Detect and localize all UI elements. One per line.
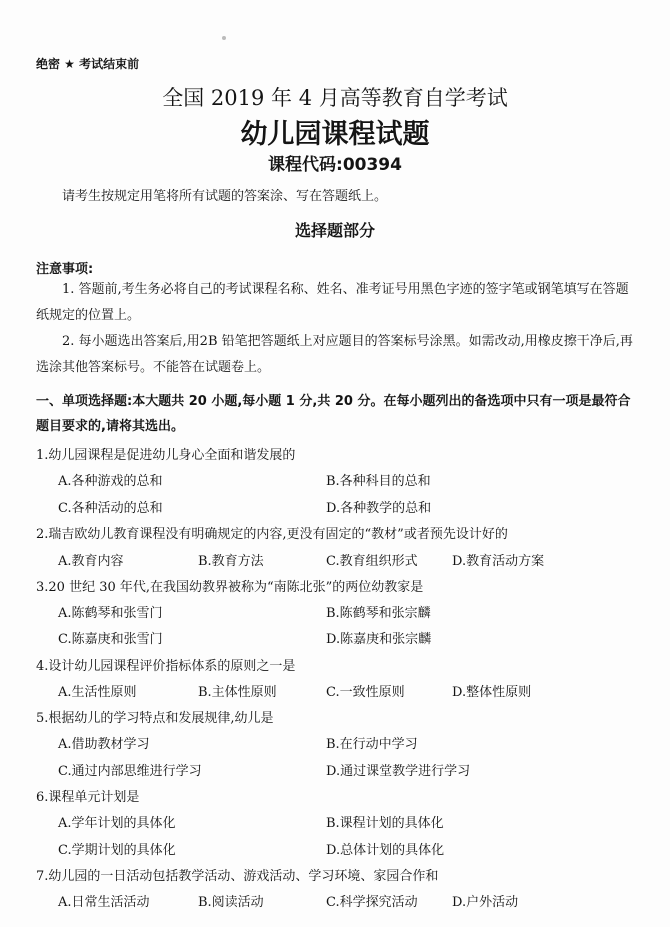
note-item-2 <box>36 329 636 381</box>
question-stem: 4.设计幼儿园课程评价指标体系的原则之一是 <box>36 659 296 674</box>
option-d: D.户外活动 <box>452 895 519 910</box>
note-item-1 <box>36 277 636 329</box>
option-b: B.陈鹤琴和张宗麟 <box>326 606 431 621</box>
option-c: C.各种活动的总和 <box>58 501 163 516</box>
option-a: A.生活性原则 <box>58 685 137 700</box>
option-a: A.陈鹤琴和张雪门 <box>58 606 163 621</box>
note-item-2-text: 2. 每小题选出答案后,用2B 铅笔把答题纸上对应题目的答案标号涂黑。如需改动,用橡皮擦干净后,再选涂其他答案标号。不能答在试题卷上。 <box>36 334 633 375</box>
option-c: C.学期计划的具体化 <box>58 843 176 858</box>
course-title: 幼儿园课程试题 <box>240 119 430 150</box>
option-b: B.课程计划的具体化 <box>326 816 444 831</box>
part1-heading-text: 一、单项选择题:本大题共 20 小题,每小题 1 分,共 20 分。在每小题列出的备选项中只有一项是最符合题目要求的,请将其选出。 <box>36 394 631 434</box>
option-d: D.教育活动方案 <box>452 554 545 569</box>
option-b: B.各种科目的总和 <box>326 474 431 489</box>
option-d: D.陈嘉庚和张宗麟 <box>326 632 432 647</box>
option-d: D.各种教学的总和 <box>326 501 432 516</box>
option-b: B.在行动中学习 <box>326 737 418 752</box>
option-a: A.学年计划的具体化 <box>58 816 176 831</box>
option-b: B.主体性原则 <box>198 685 277 700</box>
option-a: A.借助教材学习 <box>58 737 150 752</box>
option-c: C.一致性原则 <box>326 685 405 700</box>
general-instruction: 请考生按规定用笔将所有试题的答案涂、写在答题纸上。 <box>62 189 388 204</box>
note-item-1-text: 1. 答题前,考生务必将自己的考试课程名称、姓名、准考证号用黑色字迹的签字笔或钢笔填写在答题纸规定的位置上。 <box>36 282 629 323</box>
option-a: A.日常生活活动 <box>58 895 150 910</box>
question-stem: 5.根据幼儿的学习特点和发展规律,幼儿是 <box>36 711 274 726</box>
option-a: A.教育内容 <box>58 554 124 569</box>
course-code: 课程代码:00394 <box>268 155 402 175</box>
scan-dot <box>222 36 226 40</box>
option-b: B.教育方法 <box>198 554 264 569</box>
confidential-label: 绝密 ★ 考试结束前 <box>36 57 140 71</box>
option-b: B.阅读活动 <box>198 895 264 910</box>
question-stem: 7.幼儿园的一日活动包括教学活动、游戏活动、学习环境、家园合作和 <box>36 869 439 884</box>
option-a: A.各种游戏的总和 <box>58 474 163 489</box>
part1-heading <box>36 389 636 439</box>
question-stem: 1.幼儿园课程是促进幼儿身心全面和谐发展的 <box>36 448 296 463</box>
question-stem: 2.瑞吉欧幼儿教育课程没有明确规定的内容,更没有固定的“教材”或者预先设计好的 <box>36 527 508 542</box>
exam-title: 全国 2019 年 4 月高等教育自学考试 <box>162 86 508 110</box>
option-c: C.陈嘉庚和张雪门 <box>58 632 163 647</box>
question-stem: 6.课程单元计划是 <box>36 790 140 805</box>
notes-heading: 注意事项: <box>36 262 94 277</box>
question-stem: 3.20 世纪 30 年代,在我国幼教界被称为“南陈北张”的两位幼教家是 <box>36 580 424 595</box>
option-c: C.通过内部思维进行学习 <box>58 764 202 779</box>
option-d: D.整体性原则 <box>452 685 532 700</box>
option-c: C.教育组织形式 <box>326 554 418 569</box>
option-d: D.总体计划的具体化 <box>326 843 445 858</box>
option-c: C.科学探究活动 <box>326 895 418 910</box>
option-d: D.通过课堂教学进行学习 <box>326 764 471 779</box>
section-title: 选择题部分 <box>294 221 375 240</box>
